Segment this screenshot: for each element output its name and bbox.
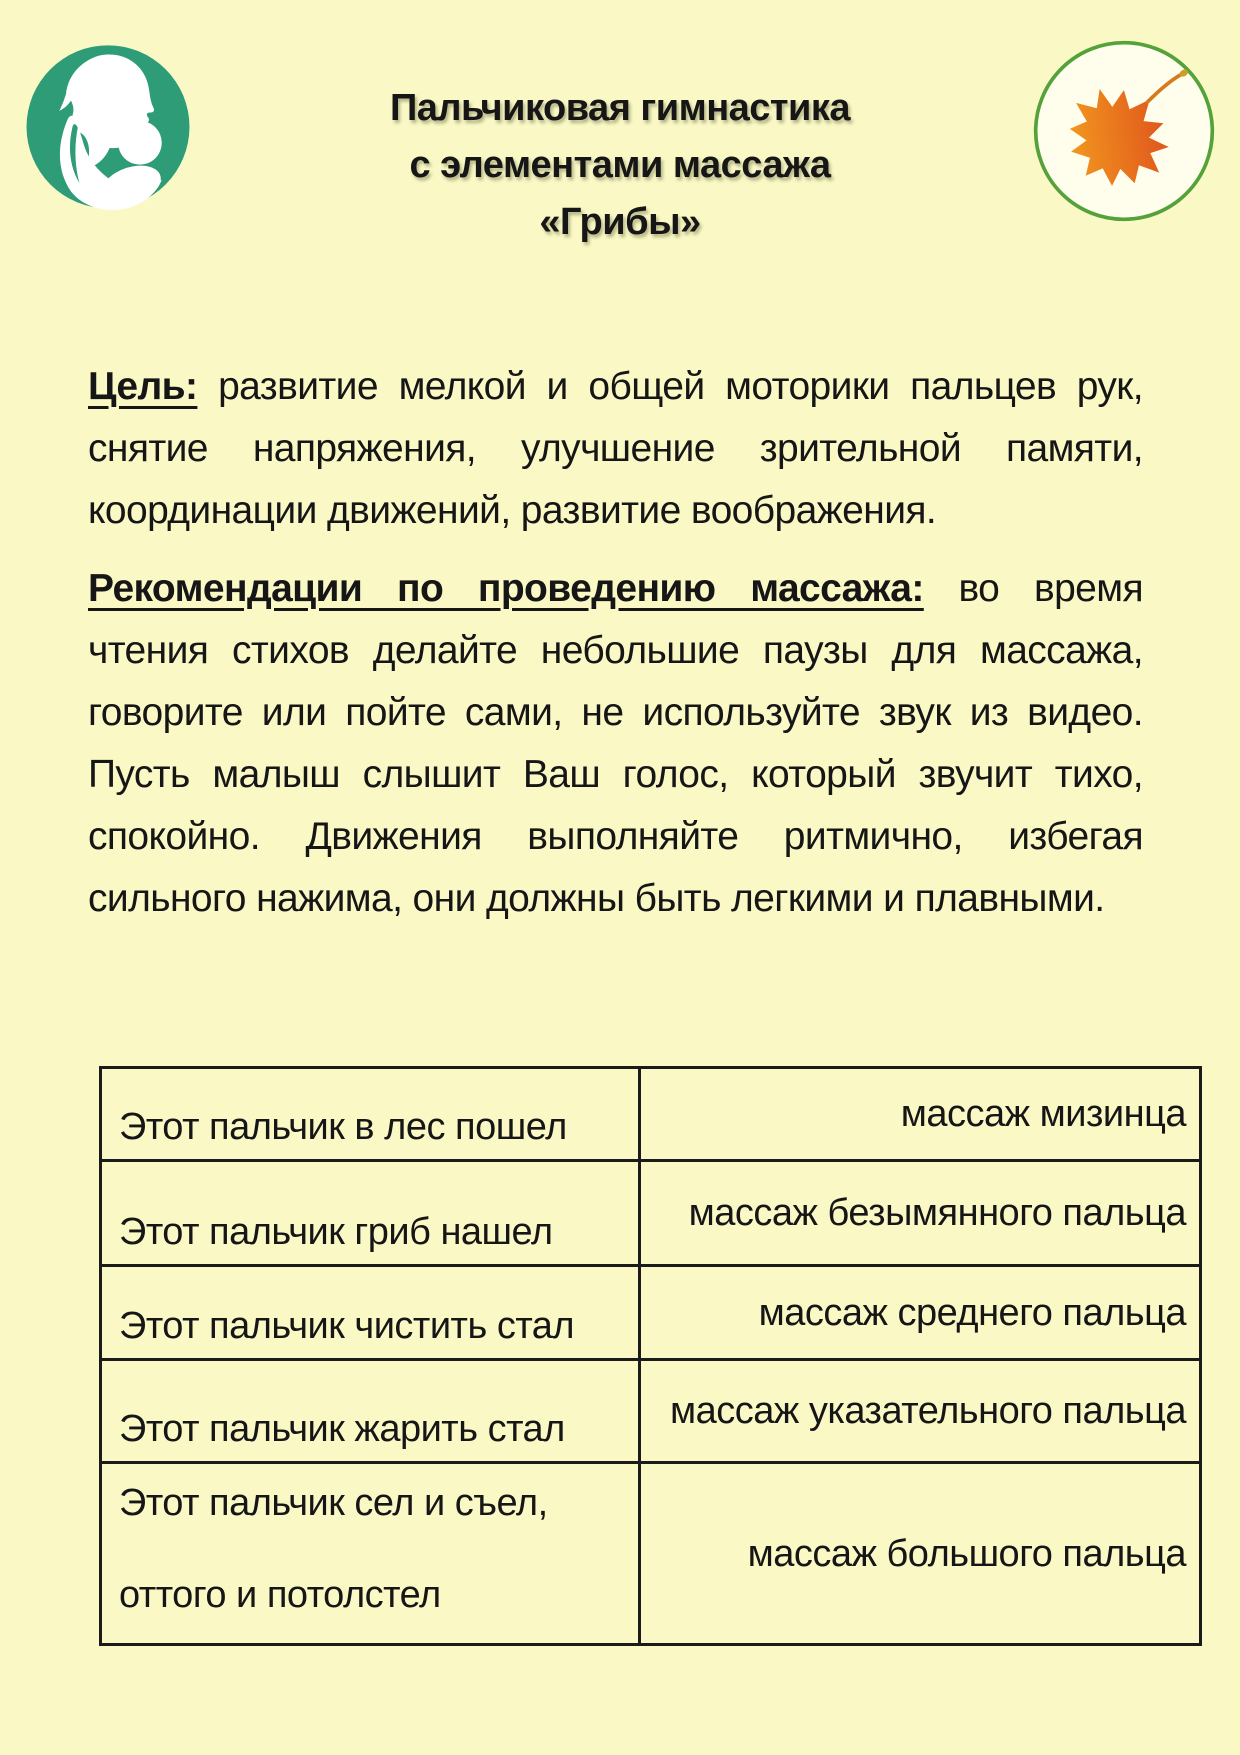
- massage-cell: массаж большого пальца: [640, 1463, 1201, 1645]
- document-body: [88, 356, 1186, 1646]
- verse-cell: Этот пальчик жарить стал: [101, 1360, 640, 1463]
- title-line-3: «Грибы»: [539, 201, 701, 243]
- massage-cell: массаж указательного пальца: [640, 1360, 1201, 1463]
- table-row: [101, 1161, 1201, 1266]
- verse-cell: [101, 1463, 640, 1645]
- massage-cell: массаж среднего пальца: [640, 1266, 1201, 1360]
- verse-line-2: оттого и потолстел: [119, 1573, 441, 1616]
- table-row: [101, 1068, 1201, 1161]
- massage-cell: массаж мизинца: [640, 1068, 1201, 1161]
- recommendations-label: Рекомендации по проведению массажа:: [88, 567, 924, 610]
- header: [0, 0, 1240, 270]
- goal-label: Цель:: [88, 365, 198, 408]
- title-line-1: Пальчиковая гимнастика: [389, 87, 851, 129]
- verse-cell: Этот пальчик гриб нашел: [101, 1161, 640, 1266]
- table-row: [101, 1360, 1201, 1463]
- recommendations-text: во время чтения стихов делайте небольшие паузы для массажа, говорите или пойте сами, не используйте звук из видео. Пусть малыш слышит Ваш голос, который звучит тихо, спокойно. Движения выполняйте ритмично, избегая сильного нажима, они должны быть легкими и плавными.: [88, 567, 1143, 920]
- verse-line-1: Этот пальчик сел и съел,: [119, 1481, 548, 1524]
- massage-table: [99, 1066, 1202, 1646]
- massage-cell: массаж безымянного пальца: [640, 1161, 1201, 1266]
- recommendations-paragraph: [88, 558, 1143, 930]
- maple-leaf-icon: [1032, 38, 1216, 224]
- mother-and-child-icon: [24, 42, 192, 210]
- title-line-2: с элементами массажа: [409, 144, 831, 186]
- goal-paragraph: [88, 356, 1143, 542]
- table-row: [101, 1463, 1201, 1645]
- verse-cell: Этот пальчик в лес пошел: [101, 1068, 640, 1161]
- goal-text: развитие мелкой и общей моторики пальцев рук, снятие напряжения, улучшение зрительной памяти, координации движений, развитие воображения.: [88, 365, 1143, 532]
- verse-cell: Этот пальчик чистить стал: [101, 1266, 640, 1360]
- table-row: [101, 1266, 1201, 1360]
